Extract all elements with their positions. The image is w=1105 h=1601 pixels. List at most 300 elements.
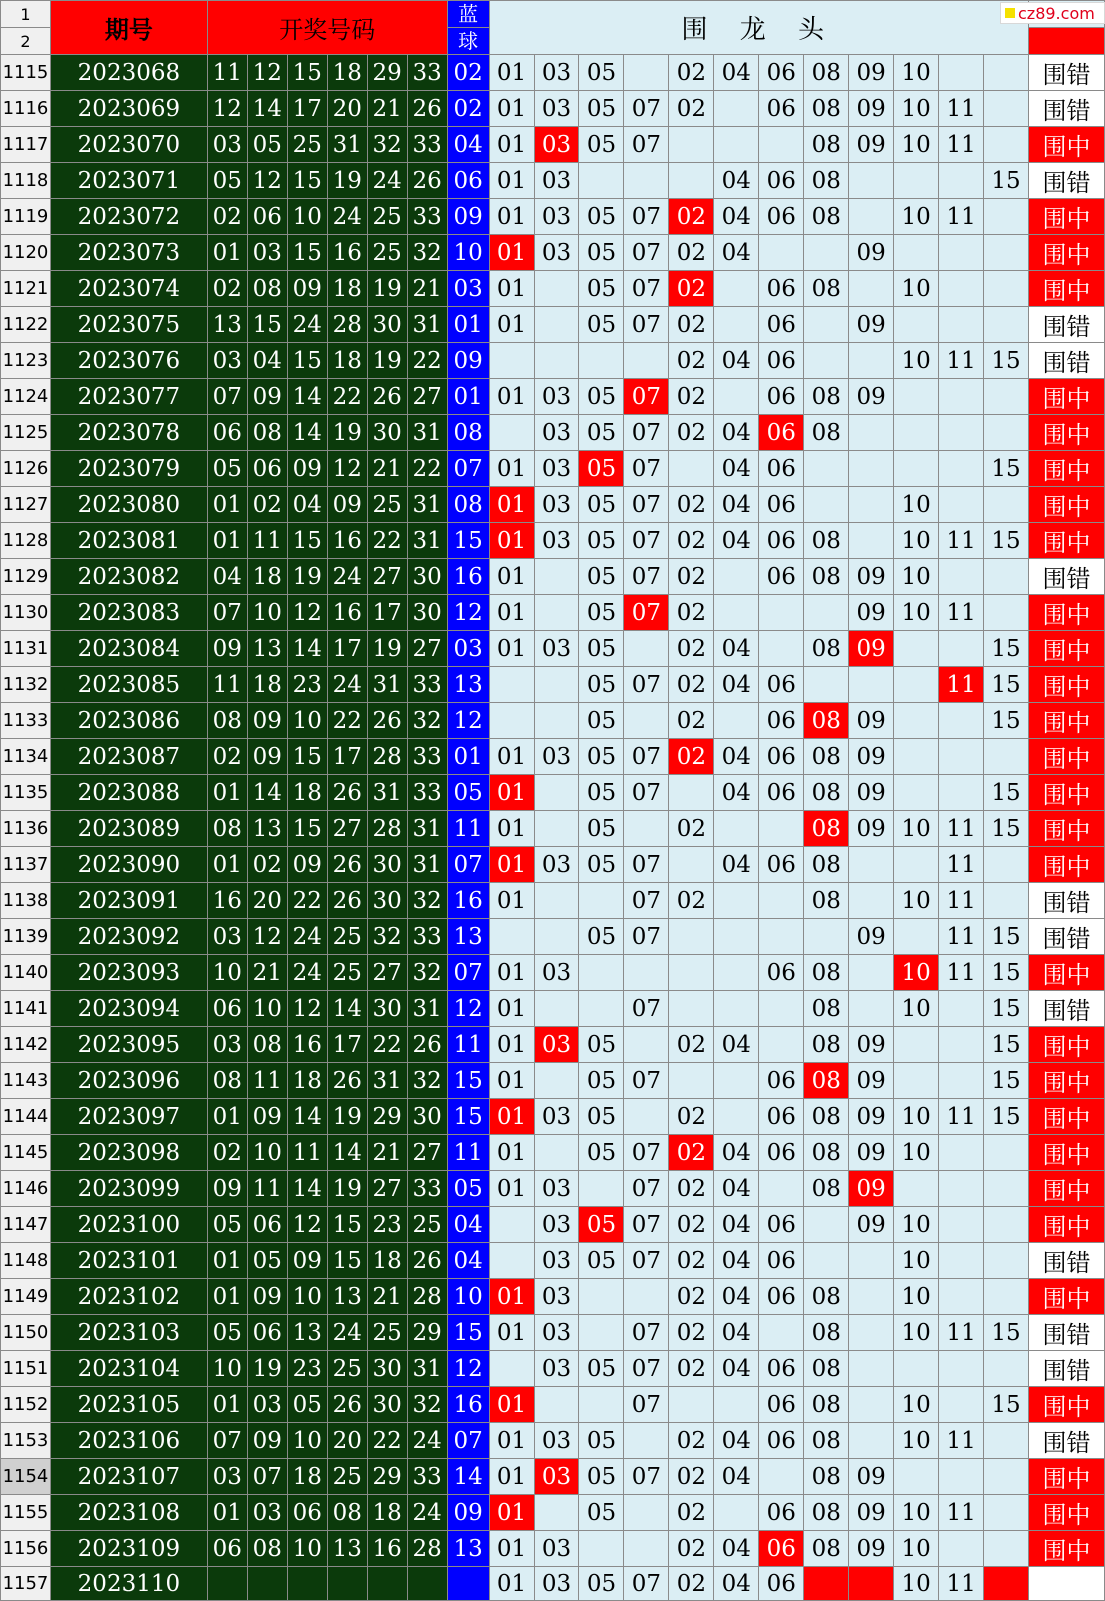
candidate-cell[interactable] — [939, 55, 984, 91]
candidate-cell[interactable]: 02 — [669, 379, 714, 415]
candidate-cell-hit[interactable]: 08 — [804, 703, 849, 739]
candidate-cell[interactable]: 02 — [669, 55, 714, 91]
period-cell[interactable]: 2023075 — [50, 307, 207, 343]
candidate-cell[interactable] — [489, 343, 534, 379]
draw-number-cell[interactable]: 25 — [327, 1351, 367, 1387]
draw-number-cell[interactable]: 10 — [287, 199, 327, 235]
draw-number-cell[interactable]: 28 — [367, 811, 407, 847]
draw-number-cell[interactable]: 15 — [287, 343, 327, 379]
draw-number-cell[interactable]: 13 — [207, 307, 247, 343]
draw-number-cell[interactable]: 19 — [327, 1099, 367, 1135]
candidate-cell[interactable]: 15 — [984, 1027, 1029, 1063]
candidate-cell[interactable]: 06 — [759, 739, 804, 775]
draw-number-cell[interactable]: 11 — [247, 1171, 287, 1207]
candidate-cell[interactable]: 04 — [714, 1027, 759, 1063]
draw-number-cell[interactable]: 07 — [207, 1423, 247, 1459]
candidate-cell[interactable]: 08 — [804, 955, 849, 991]
draw-number-cell[interactable]: 08 — [207, 703, 247, 739]
candidate-cell[interactable]: 08 — [804, 55, 849, 91]
candidate-cell[interactable]: 04 — [714, 1279, 759, 1315]
draw-number-cell[interactable]: 08 — [247, 271, 287, 307]
draw-number-cell[interactable]: 05 — [207, 163, 247, 199]
draw-number-cell[interactable] — [407, 1567, 447, 1601]
draw-number-cell[interactable]: 15 — [287, 811, 327, 847]
result-cell-miss[interactable]: 围错 — [1029, 55, 1105, 91]
blue-ball-cell[interactable]: 10 — [447, 1279, 489, 1315]
period-cell[interactable]: 2023110 — [50, 1567, 207, 1601]
candidate-cell[interactable] — [714, 703, 759, 739]
candidate-cell[interactable] — [894, 631, 939, 667]
blue-ball-cell[interactable]: 07 — [447, 1423, 489, 1459]
draw-number-cell[interactable]: 18 — [287, 775, 327, 811]
candidate-cell[interactable]: 11 — [939, 1423, 984, 1459]
candidate-cell[interactable]: 06 — [759, 703, 804, 739]
draw-number-cell[interactable]: 30 — [407, 1099, 447, 1135]
draw-number-cell[interactable]: 09 — [247, 1279, 287, 1315]
candidate-cell[interactable]: 11 — [939, 883, 984, 919]
draw-number-cell[interactable]: 19 — [367, 343, 407, 379]
draw-number-cell[interactable]: 33 — [407, 919, 447, 955]
candidate-cell[interactable] — [939, 1027, 984, 1063]
draw-number-cell[interactable]: 09 — [247, 739, 287, 775]
candidate-cell[interactable] — [804, 307, 849, 343]
candidate-cell[interactable]: 01 — [489, 739, 534, 775]
candidate-cell[interactable]: 08 — [804, 1495, 849, 1531]
period-cell[interactable]: 2023079 — [50, 451, 207, 487]
candidate-cell[interactable]: 10 — [894, 55, 939, 91]
draw-number-cell[interactable]: 08 — [327, 1495, 367, 1531]
candidate-cell[interactable]: 10 — [894, 1315, 939, 1351]
candidate-cell[interactable]: 07 — [624, 919, 669, 955]
blue-ball-cell[interactable]: 11 — [447, 1135, 489, 1171]
draw-number-cell[interactable]: 02 — [207, 1135, 247, 1171]
candidate-cell[interactable] — [804, 1207, 849, 1243]
candidate-cell[interactable] — [849, 1243, 894, 1279]
candidate-cell[interactable] — [534, 883, 579, 919]
draw-number-cell[interactable]: 32 — [407, 235, 447, 271]
candidate-cell[interactable] — [939, 1243, 984, 1279]
row-number[interactable]: 1124 — [1, 379, 51, 415]
candidate-cell[interactable]: 03 — [534, 55, 579, 91]
draw-number-cell[interactable]: 15 — [287, 739, 327, 775]
candidate-cell[interactable]: 06 — [759, 343, 804, 379]
candidate-cell[interactable] — [939, 703, 984, 739]
draw-number-cell[interactable]: 16 — [327, 595, 367, 631]
candidate-cell[interactable]: 11 — [939, 1567, 984, 1601]
draw-number-cell[interactable]: 09 — [247, 1099, 287, 1135]
draw-number-cell[interactable]: 27 — [327, 811, 367, 847]
candidate-cell[interactable]: 08 — [804, 1099, 849, 1135]
draw-number-cell[interactable]: 27 — [367, 1171, 407, 1207]
candidate-cell[interactable]: 05 — [579, 1099, 624, 1135]
row-number[interactable]: 1136 — [1, 811, 51, 847]
candidate-cell[interactable] — [894, 1063, 939, 1099]
candidate-cell[interactable] — [894, 163, 939, 199]
draw-number-cell[interactable]: 11 — [207, 667, 247, 703]
candidate-cell[interactable] — [804, 343, 849, 379]
draw-number-cell[interactable]: 18 — [367, 1243, 407, 1279]
candidate-cell[interactable] — [894, 451, 939, 487]
candidate-cell-hit[interactable]: 01 — [489, 235, 534, 271]
draw-number-cell[interactable]: 32 — [407, 883, 447, 919]
candidate-cell[interactable]: 07 — [624, 271, 669, 307]
candidate-cell[interactable] — [939, 1531, 984, 1567]
candidate-cell[interactable] — [489, 1351, 534, 1387]
draw-number-cell[interactable]: 18 — [367, 1495, 407, 1531]
candidate-cell[interactable] — [984, 883, 1029, 919]
period-cell[interactable]: 2023081 — [50, 523, 207, 559]
draw-number-cell[interactable]: 22 — [367, 523, 407, 559]
candidate-cell[interactable] — [534, 991, 579, 1027]
candidate-cell[interactable] — [984, 55, 1029, 91]
candidate-cell[interactable]: 07 — [624, 667, 669, 703]
candidate-cell[interactable] — [714, 991, 759, 1027]
candidate-cell[interactable]: 07 — [624, 415, 669, 451]
candidate-cell[interactable] — [894, 1171, 939, 1207]
draw-number-cell[interactable]: 21 — [367, 451, 407, 487]
candidate-cell[interactable]: 04 — [714, 415, 759, 451]
draw-number-cell[interactable]: 03 — [207, 127, 247, 163]
candidate-cell[interactable]: 09 — [849, 1207, 894, 1243]
draw-number-cell[interactable]: 13 — [327, 1531, 367, 1567]
period-cell[interactable]: 2023090 — [50, 847, 207, 883]
candidate-cell[interactable]: 01 — [489, 163, 534, 199]
draw-number-cell[interactable]: 11 — [207, 55, 247, 91]
result-cell-hit[interactable]: 围中 — [1029, 451, 1105, 487]
draw-number-cell[interactable]: 01 — [207, 847, 247, 883]
candidate-cell[interactable]: 07 — [624, 1063, 669, 1099]
candidate-cell[interactable]: 01 — [489, 55, 534, 91]
draw-number-cell[interactable]: 15 — [287, 163, 327, 199]
period-cell[interactable]: 2023104 — [50, 1351, 207, 1387]
candidate-cell[interactable]: 03 — [534, 91, 579, 127]
draw-number-cell[interactable]: 30 — [367, 847, 407, 883]
candidate-cell[interactable]: 10 — [894, 1279, 939, 1315]
candidate-cell[interactable]: 06 — [759, 451, 804, 487]
draw-number-cell[interactable]: 26 — [327, 1387, 367, 1423]
draw-number-cell[interactable]: 31 — [407, 307, 447, 343]
candidate-cell[interactable]: 10 — [894, 883, 939, 919]
candidate-cell[interactable]: 01 — [489, 199, 534, 235]
candidate-cell-hit[interactable]: 01 — [489, 1495, 534, 1531]
candidate-cell[interactable]: 04 — [714, 343, 759, 379]
candidate-cell[interactable]: 01 — [489, 1063, 534, 1099]
candidate-cell-hit[interactable]: 05 — [579, 1207, 624, 1243]
candidate-cell[interactable] — [534, 811, 579, 847]
result-cell-miss[interactable]: 围错 — [1029, 919, 1105, 955]
draw-number-cell[interactable]: 31 — [407, 1351, 447, 1387]
candidate-cell[interactable]: 02 — [669, 595, 714, 631]
draw-number-cell[interactable]: 19 — [327, 1171, 367, 1207]
period-cell[interactable]: 2023094 — [50, 991, 207, 1027]
candidate-cell[interactable] — [804, 235, 849, 271]
candidate-cell[interactable]: 06 — [759, 1495, 804, 1531]
candidate-cell[interactable] — [669, 1387, 714, 1423]
draw-number-cell[interactable]: 12 — [207, 91, 247, 127]
draw-number-cell[interactable]: 30 — [367, 883, 407, 919]
candidate-cell[interactable] — [624, 343, 669, 379]
draw-number-cell[interactable]: 28 — [367, 739, 407, 775]
blue-ball-cell[interactable]: 11 — [447, 811, 489, 847]
draw-number-cell[interactable]: 16 — [207, 883, 247, 919]
candidate-cell[interactable]: 07 — [624, 235, 669, 271]
candidate-cell[interactable] — [984, 1495, 1029, 1531]
draw-number-cell[interactable]: 03 — [207, 1459, 247, 1495]
candidate-cell[interactable]: 08 — [804, 1027, 849, 1063]
draw-number-cell[interactable]: 01 — [207, 1279, 247, 1315]
candidate-cell[interactable] — [939, 1279, 984, 1315]
candidate-cell[interactable]: 11 — [939, 955, 984, 991]
candidate-cell[interactable]: 03 — [534, 1099, 579, 1135]
draw-number-cell[interactable]: 32 — [407, 955, 447, 991]
draw-number-cell[interactable]: 06 — [207, 1531, 247, 1567]
candidate-cell-hit[interactable]: 02 — [669, 199, 714, 235]
candidate-cell[interactable] — [669, 451, 714, 487]
candidate-cell[interactable]: 07 — [624, 1243, 669, 1279]
row-number[interactable]: 1127 — [1, 487, 51, 523]
period-cell[interactable]: 2023097 — [50, 1099, 207, 1135]
draw-number-cell[interactable]: 17 — [367, 595, 407, 631]
result-cell-hit[interactable]: 围中 — [1029, 523, 1105, 559]
candidate-cell[interactable]: 05 — [579, 1351, 624, 1387]
period-cell[interactable]: 2023070 — [50, 127, 207, 163]
candidate-cell[interactable]: 03 — [534, 1351, 579, 1387]
period-cell[interactable]: 2023076 — [50, 343, 207, 379]
candidate-cell[interactable]: 09 — [849, 595, 894, 631]
draw-number-cell[interactable]: 03 — [247, 1495, 287, 1531]
draw-number-cell[interactable]: 11 — [287, 1135, 327, 1171]
candidate-cell[interactable] — [984, 739, 1029, 775]
draw-number-cell[interactable]: 29 — [367, 1459, 407, 1495]
candidate-cell-hit[interactable]: 08 — [804, 1063, 849, 1099]
candidate-cell[interactable] — [849, 163, 894, 199]
candidate-cell[interactable] — [849, 1315, 894, 1351]
candidate-cell[interactable] — [849, 883, 894, 919]
blue-ball-cell[interactable]: 04 — [447, 1207, 489, 1243]
draw-number-cell[interactable]: 12 — [287, 991, 327, 1027]
candidate-cell[interactable]: 03 — [534, 451, 579, 487]
candidate-cell[interactable] — [669, 127, 714, 163]
draw-number-cell[interactable]: 07 — [207, 595, 247, 631]
draw-number-cell[interactable]: 15 — [247, 307, 287, 343]
blue-ball-cell[interactable]: 03 — [447, 271, 489, 307]
candidate-cell[interactable]: 10 — [894, 1495, 939, 1531]
candidate-cell[interactable]: 08 — [804, 379, 849, 415]
candidate-cell[interactable] — [984, 1243, 1029, 1279]
period-cell[interactable]: 2023073 — [50, 235, 207, 271]
candidate-cell[interactable]: 09 — [849, 1459, 894, 1495]
candidate-cell[interactable] — [984, 559, 1029, 595]
candidate-cell[interactable]: 11 — [939, 595, 984, 631]
candidate-cell[interactable] — [849, 451, 894, 487]
draw-number-cell[interactable]: 27 — [367, 559, 407, 595]
result-cell-hit[interactable]: 围中 — [1029, 235, 1105, 271]
candidate-cell[interactable]: 01 — [489, 1567, 534, 1601]
draw-number-cell[interactable]: 18 — [327, 271, 367, 307]
candidate-cell[interactable] — [849, 487, 894, 523]
result-cell-hit[interactable]: 围中 — [1029, 1387, 1105, 1423]
candidate-cell[interactable]: 02 — [669, 1099, 714, 1135]
draw-number-cell[interactable]: 06 — [287, 1495, 327, 1531]
period-cell[interactable]: 2023087 — [50, 739, 207, 775]
result-cell-hit[interactable]: 围中 — [1029, 1207, 1105, 1243]
row-number[interactable]: 1139 — [1, 919, 51, 955]
candidate-cell[interactable]: 03 — [534, 487, 579, 523]
candidate-cell[interactable]: 02 — [669, 667, 714, 703]
candidate-cell[interactable]: 05 — [579, 559, 624, 595]
candidate-cell[interactable]: 06 — [759, 1423, 804, 1459]
candidate-cell[interactable] — [939, 1207, 984, 1243]
draw-number-cell[interactable]: 24 — [327, 199, 367, 235]
draw-number-cell[interactable]: 27 — [407, 379, 447, 415]
candidate-cell[interactable] — [534, 307, 579, 343]
candidate-cell[interactable]: 10 — [894, 1243, 939, 1279]
draw-number-cell[interactable]: 06 — [247, 451, 287, 487]
candidate-cell[interactable] — [579, 1171, 624, 1207]
candidate-cell[interactable]: 03 — [534, 523, 579, 559]
candidate-cell[interactable]: 08 — [804, 415, 849, 451]
candidate-cell[interactable] — [759, 1315, 804, 1351]
candidate-cell[interactable] — [939, 415, 984, 451]
draw-number-cell[interactable]: 24 — [327, 667, 367, 703]
draw-number-cell[interactable]: 25 — [287, 127, 327, 163]
blue-ball-cell[interactable]: 09 — [447, 199, 489, 235]
row-number[interactable]: 1125 — [1, 415, 51, 451]
candidate-cell[interactable]: 15 — [984, 703, 1029, 739]
candidate-cell[interactable] — [939, 451, 984, 487]
candidate-cell[interactable] — [759, 1171, 804, 1207]
candidate-cell[interactable]: 08 — [804, 1423, 849, 1459]
draw-number-cell[interactable]: 17 — [327, 631, 367, 667]
candidate-cell[interactable] — [984, 91, 1029, 127]
candidate-cell[interactable]: 04 — [714, 847, 759, 883]
candidate-cell[interactable]: 10 — [894, 343, 939, 379]
result-cell-hit[interactable]: 围中 — [1029, 127, 1105, 163]
candidate-cell[interactable] — [624, 163, 669, 199]
candidate-cell[interactable]: 04 — [714, 523, 759, 559]
candidate-cell[interactable] — [984, 199, 1029, 235]
candidate-cell-hit[interactable]: 03 — [534, 127, 579, 163]
candidate-cell[interactable] — [759, 631, 804, 667]
candidate-cell[interactable]: 08 — [804, 1387, 849, 1423]
candidate-cell[interactable] — [669, 991, 714, 1027]
candidate-cell[interactable]: 04 — [714, 235, 759, 271]
draw-number-cell[interactable]: 12 — [287, 595, 327, 631]
candidate-cell[interactable]: 09 — [849, 55, 894, 91]
draw-number-cell[interactable]: 26 — [367, 379, 407, 415]
candidate-cell[interactable] — [714, 883, 759, 919]
draw-number-cell[interactable]: 01 — [207, 523, 247, 559]
candidate-cell[interactable]: 06 — [759, 1567, 804, 1601]
candidate-cell[interactable] — [759, 235, 804, 271]
candidate-cell[interactable]: 08 — [804, 1459, 849, 1495]
candidate-cell[interactable]: 07 — [624, 307, 669, 343]
result-cell-miss[interactable]: 围错 — [1029, 1423, 1105, 1459]
draw-number-cell[interactable]: 26 — [407, 1243, 447, 1279]
draw-number-cell[interactable]: 33 — [407, 1171, 447, 1207]
row-number[interactable]: 1143 — [1, 1063, 51, 1099]
draw-number-cell[interactable]: 30 — [367, 991, 407, 1027]
draw-number-cell[interactable]: 01 — [207, 1495, 247, 1531]
candidate-cell[interactable] — [759, 1027, 804, 1063]
candidate-cell[interactable]: 05 — [579, 127, 624, 163]
draw-number-cell[interactable]: 14 — [287, 1171, 327, 1207]
candidate-cell[interactable]: 01 — [489, 631, 534, 667]
candidate-cell[interactable]: 03 — [534, 1315, 579, 1351]
candidate-cell[interactable]: 04 — [714, 775, 759, 811]
candidate-cell[interactable]: 02 — [669, 631, 714, 667]
draw-number-cell[interactable]: 18 — [247, 559, 287, 595]
period-cell[interactable]: 2023083 — [50, 595, 207, 631]
candidate-cell[interactable]: 01 — [489, 451, 534, 487]
candidate-cell[interactable] — [849, 523, 894, 559]
row-number[interactable]: 1155 — [1, 1495, 51, 1531]
blue-ball-cell[interactable]: 04 — [447, 1243, 489, 1279]
result-cell-hit[interactable]: 围中 — [1029, 1171, 1105, 1207]
candidate-cell[interactable] — [939, 739, 984, 775]
candidate-cell[interactable]: 07 — [624, 1567, 669, 1601]
candidate-cell[interactable]: 01 — [489, 1027, 534, 1063]
candidate-cell[interactable]: 01 — [489, 1135, 534, 1171]
draw-number-cell[interactable]: 25 — [327, 955, 367, 991]
draw-number-cell[interactable]: 09 — [207, 631, 247, 667]
draw-number-cell[interactable]: 24 — [407, 1423, 447, 1459]
candidate-cell[interactable]: 08 — [804, 271, 849, 307]
candidate-cell[interactable]: 09 — [849, 739, 894, 775]
candidate-cell[interactable]: 09 — [849, 811, 894, 847]
draw-number-cell[interactable]: 13 — [247, 631, 287, 667]
candidate-cell[interactable] — [624, 1099, 669, 1135]
period-cell[interactable]: 2023080 — [50, 487, 207, 523]
draw-number-cell[interactable]: 01 — [207, 1243, 247, 1279]
candidate-cell[interactable]: 15 — [984, 1063, 1029, 1099]
candidate-cell[interactable] — [894, 739, 939, 775]
candidate-cell[interactable]: 10 — [894, 1207, 939, 1243]
draw-number-cell[interactable]: 03 — [247, 1387, 287, 1423]
period-cell[interactable]: 2023077 — [50, 379, 207, 415]
draw-number-cell[interactable]: 22 — [327, 379, 367, 415]
draw-number-cell[interactable]: 01 — [207, 235, 247, 271]
row-number[interactable]: 1120 — [1, 235, 51, 271]
draw-number-cell[interactable]: 21 — [407, 271, 447, 307]
row-number[interactable]: 1146 — [1, 1171, 51, 1207]
candidate-cell[interactable]: 04 — [714, 1207, 759, 1243]
draw-number-cell[interactable]: 10 — [247, 595, 287, 631]
candidate-cell[interactable] — [624, 1423, 669, 1459]
candidate-cell[interactable] — [939, 487, 984, 523]
row-number[interactable]: 1129 — [1, 559, 51, 595]
candidate-cell[interactable]: 02 — [669, 235, 714, 271]
candidate-cell[interactable] — [714, 919, 759, 955]
blue-ball-cell[interactable]: 04 — [447, 127, 489, 163]
candidate-cell[interactable]: 05 — [579, 1423, 624, 1459]
row-header-2[interactable]: 2 — [1, 28, 51, 55]
draw-number-cell[interactable]: 02 — [207, 271, 247, 307]
result-cell-hit[interactable]: 围中 — [1029, 631, 1105, 667]
draw-number-cell[interactable]: 26 — [327, 883, 367, 919]
candidate-cell-hit[interactable]: 05 — [579, 451, 624, 487]
candidate-cell[interactable] — [624, 811, 669, 847]
candidate-cell[interactable]: 02 — [669, 1207, 714, 1243]
row-number[interactable]: 1145 — [1, 1135, 51, 1171]
candidate-cell[interactable]: 01 — [489, 379, 534, 415]
period-cell[interactable]: 2023101 — [50, 1243, 207, 1279]
candidate-cell[interactable]: 09 — [849, 127, 894, 163]
candidate-cell[interactable]: 05 — [579, 1027, 624, 1063]
candidate-cell[interactable]: 06 — [759, 523, 804, 559]
candidate-cell[interactable] — [669, 1063, 714, 1099]
candidate-cell[interactable]: 03 — [534, 847, 579, 883]
